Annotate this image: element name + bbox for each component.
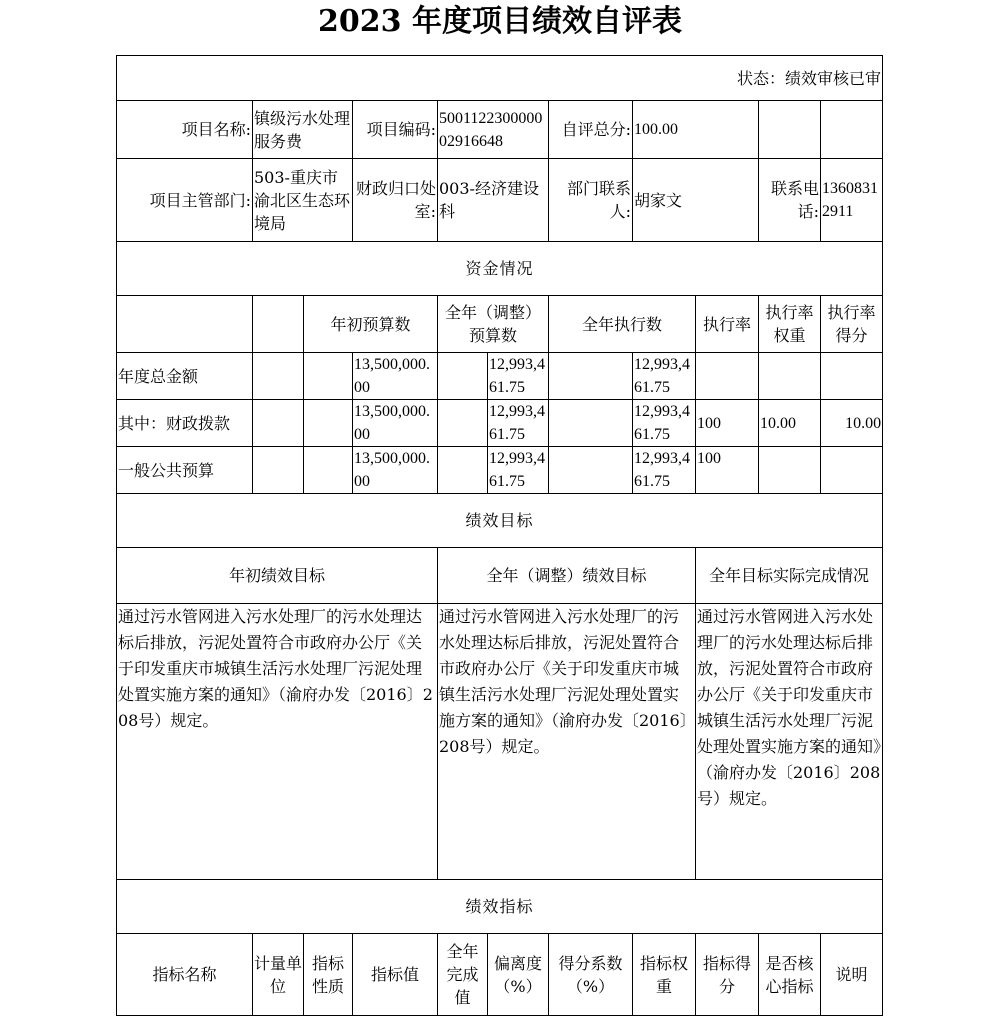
funds-row bbox=[117, 353, 883, 400]
project-code-label: 项目编码: bbox=[353, 101, 438, 159]
empty-cell bbox=[304, 400, 353, 447]
header-initial-budget: 年初预算数 bbox=[304, 296, 438, 353]
ind-header-coef: 得分系数（%） bbox=[549, 934, 633, 1016]
empty-cell bbox=[304, 353, 353, 400]
funds-initial: 13,500,000.00 bbox=[353, 447, 438, 494]
empty-cell bbox=[438, 400, 488, 447]
ind-header-completed: 全年完成值 bbox=[438, 934, 488, 1016]
goals-header-initial: 年初绩效目标 bbox=[117, 548, 438, 604]
funds-adjusted: 12,993,461.75 bbox=[488, 447, 549, 494]
phone-value: 13608312911 bbox=[821, 159, 883, 242]
header-executed: 全年执行数 bbox=[549, 296, 696, 353]
funds-row bbox=[117, 400, 883, 447]
contact-label: 部门联系人: bbox=[549, 159, 633, 242]
header-exec-rate: 执行率 bbox=[696, 296, 759, 353]
empty-cell bbox=[253, 296, 304, 353]
funds-row-label: 其中：财政拨款 bbox=[117, 400, 253, 447]
empty-cell bbox=[438, 353, 488, 400]
ind-header-unit: 计量单位 bbox=[253, 934, 304, 1016]
funds-initial: 13,500,000.00 bbox=[353, 400, 438, 447]
funds-score bbox=[821, 447, 883, 494]
indicators-section-title: 绩效指标 bbox=[117, 880, 883, 934]
goals-adjusted-text: 通过污水管网进入污水处理厂的污水处理达标后排放，污泥处置符合市政府办公厅《关于印发重庆市城镇生活污水处理厂污泥处理处置实施方案的通知》（渝府办发〔2016〕208号）规定。 bbox=[438, 604, 696, 880]
ind-header-deviation: 偏离度（%） bbox=[488, 934, 549, 1016]
empty-cell bbox=[549, 400, 633, 447]
ind-header-note: 说明 bbox=[821, 934, 883, 1016]
project-name-label: 项目名称: bbox=[117, 101, 253, 159]
funds-weight bbox=[759, 447, 821, 494]
goals-header-actual: 全年目标实际完成情况 bbox=[696, 548, 883, 604]
ind-header-name: 指标名称 bbox=[117, 934, 253, 1016]
goals-initial-text: 通过污水管网进入污水处理厂的污水处理达标后排放，污泥处置符合市政府办公厅《关于印发重庆市城镇生活污水处理厂污泥处理处置实施方案的通知》（渝府办发〔2016〕208号）规定。 bbox=[117, 604, 438, 880]
funds-weight bbox=[759, 353, 821, 400]
funds-row-label: 年度总金额 bbox=[117, 353, 253, 400]
funds-rate: 100 bbox=[696, 447, 759, 494]
funds-adjusted: 12,993,461.75 bbox=[488, 353, 549, 400]
dept-value: 503-重庆市渝北区生态环境局 bbox=[253, 159, 353, 242]
self-score-label: 自评总分: bbox=[549, 101, 633, 159]
funds-score: 10.00 bbox=[821, 400, 883, 447]
empty-cell bbox=[253, 447, 304, 494]
ind-header-score: 指标得分 bbox=[696, 934, 759, 1016]
contact-value: 胡家文 bbox=[633, 159, 759, 242]
funds-row-label: 一般公共预算 bbox=[117, 447, 253, 494]
empty-cell bbox=[549, 447, 633, 494]
phone-label: 联系电话: bbox=[759, 159, 821, 242]
header-rate-score: 执行率得分 bbox=[821, 296, 883, 353]
empty-cell bbox=[304, 447, 353, 494]
empty-cell bbox=[117, 296, 253, 353]
ind-header-nature: 指标性质 bbox=[304, 934, 353, 1016]
header-adjusted-budget: 全年（调整）预算数 bbox=[438, 296, 549, 353]
self-score-value: 100.00 bbox=[633, 101, 759, 159]
funds-score bbox=[821, 353, 883, 400]
funds-adjusted: 12,993,461.75 bbox=[488, 400, 549, 447]
empty-cell bbox=[253, 400, 304, 447]
status-text: 状态：绩效审核已审 bbox=[117, 56, 883, 101]
header-rate-weight: 执行率权重 bbox=[759, 296, 821, 353]
empty-cell bbox=[253, 353, 304, 400]
funds-executed: 12,993,461.75 bbox=[633, 400, 696, 447]
funds-weight: 10.00 bbox=[759, 400, 821, 447]
funds-initial: 13,500,000.00 bbox=[353, 353, 438, 400]
goals-actual-text: 通过污水管网进入污水处理厂的污水处理达标后排放，污泥处置符合市政府办公厅《关于印发重庆市城镇生活污水处理厂污泥处理处置实施方案的通知》（渝府办发〔2016〕208号）规定。 bbox=[696, 604, 883, 880]
ind-header-core: 是否核心指标 bbox=[759, 934, 821, 1016]
goals-header-adjusted: 全年（调整）绩效目标 bbox=[438, 548, 696, 604]
project-code-value: 500112230000002916648 bbox=[438, 101, 549, 159]
ind-header-weight: 指标权重 bbox=[633, 934, 696, 1016]
empty-cell bbox=[759, 101, 821, 159]
evaluation-table bbox=[116, 55, 883, 1016]
ind-header-value: 指标值 bbox=[353, 934, 438, 1016]
empty-cell bbox=[821, 101, 883, 159]
dept-label: 项目主管部门: bbox=[117, 159, 253, 242]
funds-rate: 100 bbox=[696, 400, 759, 447]
page-title: 2023 年度项目绩效自评表 bbox=[318, 4, 682, 39]
goals-section-title: 绩效目标 bbox=[117, 494, 883, 548]
empty-cell bbox=[438, 447, 488, 494]
funds-row bbox=[117, 447, 883, 494]
finance-label: 财政归口处室: bbox=[353, 159, 438, 242]
funds-executed: 12,993,461.75 bbox=[633, 447, 696, 494]
project-name-value: 镇级污水处理服务费 bbox=[253, 101, 353, 159]
finance-value: 003-经济建设科 bbox=[438, 159, 549, 242]
funds-executed: 12,993,461.75 bbox=[633, 353, 696, 400]
funds-section-title: 资金情况 bbox=[117, 242, 883, 296]
empty-cell bbox=[549, 353, 633, 400]
funds-rate bbox=[696, 353, 759, 400]
